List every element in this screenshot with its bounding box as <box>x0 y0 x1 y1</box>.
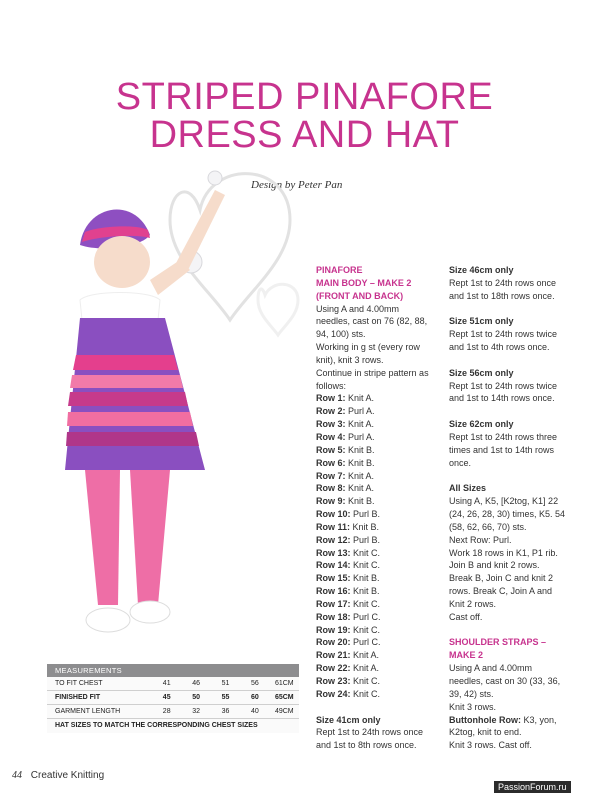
pattern-row: Row 8: Knit A. <box>316 483 375 494</box>
size-51-line: and 1st to 4th rows once. <box>449 342 550 353</box>
size-41-heading: Size 41cm only <box>316 714 381 725</box>
size-46-heading: Size 46cm only <box>449 265 514 275</box>
magazine-name: Creative Knitting <box>30 770 105 781</box>
pattern-row: Row 20: Purl C. <box>316 637 381 648</box>
shoulder-straps-heading: SHOULDER STRAPS – <box>449 637 547 648</box>
all-sizes-line: Join B and knit 2 rows. <box>449 560 540 571</box>
hat-sizes-note: HAT SIZES TO MATCH THE CORRESPONDING CHEST SIZES <box>55 722 258 729</box>
size-41-line: and 1st to 8th rows once. <box>316 740 417 751</box>
all-sizes-line: Cast off. <box>449 611 483 622</box>
pattern-row: Row 22: Knit A. <box>316 663 380 674</box>
all-sizes-line: (24, 26, 28, 30) times, K5. 54 <box>449 509 566 520</box>
stripe-pattern-rows <box>316 392 440 700</box>
all-sizes-line: rows. Break C, Join A and <box>449 586 553 597</box>
title-line-1: STRIPED PINAFORE <box>115 76 494 118</box>
size-56-line: and 1st to 14th rows once. <box>449 393 555 404</box>
pattern-row: Row 1: Knit A. <box>316 393 375 404</box>
pattern-row: Row 13: Knit C. <box>316 547 381 558</box>
pattern-row: Row 21: Knit A. <box>316 650 380 661</box>
all-sizes-line: Next Row: Purl. <box>449 534 512 545</box>
all-sizes-line: Knit 2 rows. <box>449 598 497 609</box>
measurements-header: MEASUREMENTS <box>47 664 299 677</box>
straps-line: needles, cast on 30 (33, 36, <box>449 676 561 686</box>
intro-line: knit), knit 3 rows. <box>316 354 384 365</box>
page-title <box>0 78 609 154</box>
all-sizes-line: Using A, K5, [K2tog, K1] 22 <box>449 496 559 507</box>
title-line-2: DRESS AND HAT <box>149 114 460 156</box>
straps-line: K2tog, knit to end. <box>449 727 522 738</box>
intro-line: 94, 100) sts. <box>316 329 366 340</box>
pattern-row: Row 18: Purl C. <box>316 611 381 622</box>
intro-line: needles, cast on 76 (82, 88, <box>316 316 428 327</box>
pattern-row: Row 17: Knit C. <box>316 598 381 609</box>
size-56-heading: Size 56cm only <box>449 367 514 378</box>
straps-line: Using A and 4.00mm <box>449 663 533 674</box>
all-sizes-line: Work 18 rows in K1, P1 rib. <box>449 547 558 558</box>
main-body-heading: MAIN BODY – MAKE 2 <box>316 277 412 288</box>
all-sizes-line: Break B, Join C and knit 2 <box>449 573 554 584</box>
pattern-row: Row 7: Knit A. <box>316 470 375 481</box>
pattern-row: Row 12: Purl B. <box>316 534 381 545</box>
size-46-line: Rept 1st to 24th rows once <box>449 277 557 288</box>
size-62-line: times and 1st to 14th rows <box>449 444 555 455</box>
pattern-row: Row 23: Knit C. <box>316 676 381 686</box>
size-56-line: Rept 1st to 24th rows twice <box>449 380 558 391</box>
designer-byline: Design by Peter Pan <box>251 179 343 191</box>
intro-line: Working in g st (every row <box>316 342 420 353</box>
table-row: FINISHED FIT 45 50 55 60 65CM <box>47 691 299 705</box>
table-row: TO FIT CHEST 41 46 51 56 61CM <box>47 677 299 691</box>
front-back-heading: (FRONT AND BACK) <box>316 290 404 301</box>
straps-line: 39, 42) sts. <box>449 688 494 699</box>
size-62-line: Rept 1st to 24th rows three <box>449 431 558 442</box>
size-51-heading: Size 51cm only <box>449 316 514 327</box>
size-62-heading: Size 62cm only <box>449 419 514 430</box>
pinafore-heading: PINAFORE <box>316 265 363 275</box>
make-2-heading: MAKE 2 <box>449 650 484 661</box>
page-number: 44 <box>12 770 22 781</box>
pattern-row: Row 4: Purl A. <box>316 431 375 442</box>
pattern-row: Row 5: Knit B. <box>316 444 375 455</box>
pattern-row: Row 19: Knit C. <box>316 624 381 635</box>
size-46-line: and 1st to 18th rows once. <box>449 290 555 301</box>
page-footer <box>12 770 104 781</box>
intro-line: Using A and 4.00mm <box>316 303 400 314</box>
pinafore-intro <box>316 303 440 393</box>
straps-line: Knit 3 rows. Cast off. <box>449 740 532 751</box>
straps-line: Knit 3 rows. <box>449 701 497 712</box>
all-sizes-line: (58, 62, 66, 70) sts. <box>449 521 527 532</box>
pattern-row: Row 10: Purl B. <box>316 509 381 520</box>
pattern-row: Row 14: Knit C. <box>316 560 381 571</box>
measurements-table <box>47 664 299 733</box>
pattern-row: Row 15: Knit B. <box>316 573 380 584</box>
intro-line: Continue in stripe pattern as <box>316 367 429 378</box>
sizes-column <box>449 264 569 752</box>
pattern-row: Row 2: Purl A. <box>316 406 375 417</box>
pattern-row: Row 6: Knit B. <box>316 457 375 468</box>
pattern-row: Row 3: Knit A. <box>316 419 375 430</box>
pattern-row: Row 24: Knit C. <box>316 688 381 699</box>
intro-line: follows: <box>316 380 347 391</box>
size-62-line: once. <box>449 457 472 468</box>
pattern-row: Row 11: Knit B. <box>316 521 380 532</box>
all-sizes-heading: All Sizes <box>449 483 487 494</box>
watermark: PassionForum.ru <box>494 781 571 793</box>
pattern-row: Row 16: Knit B. <box>316 586 380 597</box>
pinafore-column <box>316 264 440 752</box>
pattern-row: Row 9: Knit B. <box>316 496 375 507</box>
child-photo <box>40 150 320 660</box>
size-41-line: Rept 1st to 24th rows once <box>316 727 424 738</box>
table-row: GARMENT LENGTH 28 32 36 40 49CM <box>47 705 299 719</box>
size-51-line: Rept 1st to 24th rows twice <box>449 329 558 340</box>
buttonhole-row: Buttonhole Row: K3, yon, <box>449 714 557 725</box>
